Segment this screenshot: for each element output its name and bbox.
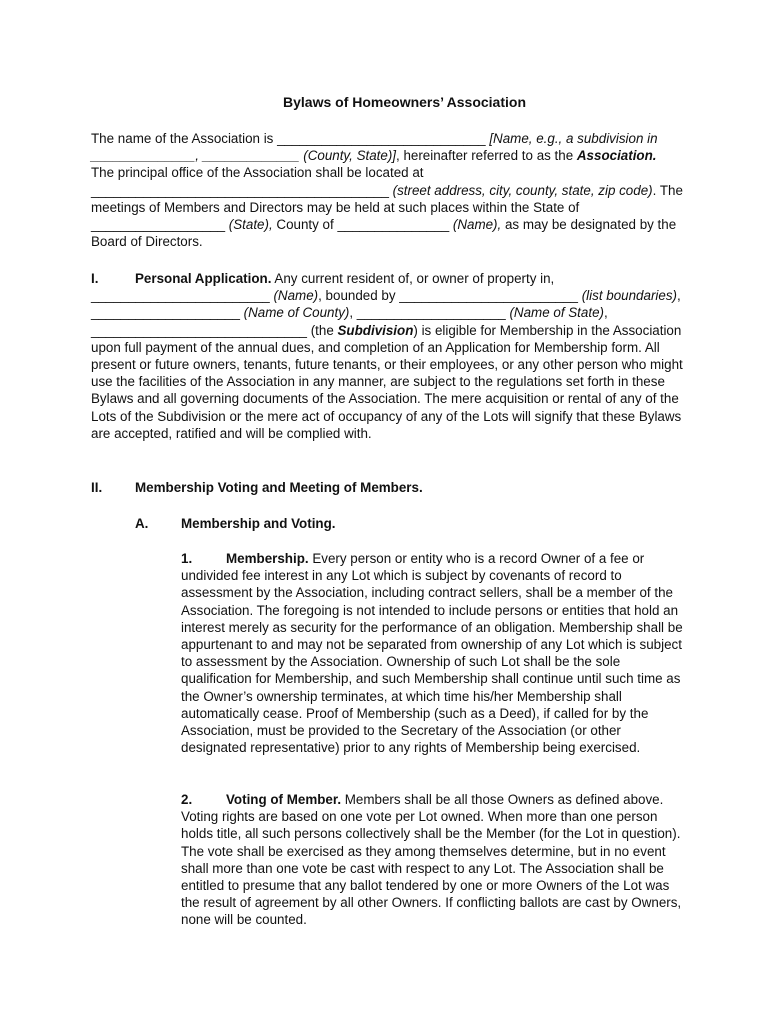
section-1-text-6: ) is eligible for Membership in the Association upon full payment of the annual dues, and completion of an Application for Membership form. All present or future owners, tenants, future tenants, or their employees, or any other person who might use the facilities of the Association in any manner, are subject to the regulations set forth in these Bylaws and all governing documents of the Association. The mere acquisition or rental of any of the Lots of the Subdivision or the mere act of occupancy of any of the Lots will signify that these Bylaws are accepted, ratified and will be complied with. (91, 322, 683, 441)
intro-state-placeholder: (State), (228, 217, 273, 233)
subsection-a-heading: Membership and Voting. (181, 516, 336, 531)
intro-text-5: County of _______________ (272, 217, 453, 233)
item-2-text: Members shall be all those Owners as defined above. Voting rights are based on one vote per Lot owned. When more than one person holds title, all such persons collectively shall be the Member (for the Lot in question). The vote shall be exercised as they among themselves determine, but in no event shall more than one vote be cast with respect to any Lot. The Association shall be entitled to presume that any ballot tendered by one or more Owners of the Lot was the result of agreement by all other Owners. If conflicting ballots are cast by Owners, none will be counted. (181, 792, 682, 928)
section-1-text-4: , ____________________ (349, 305, 510, 321)
intro-county-name-placeholder: (Name), (452, 217, 502, 233)
section-1-number: I. (91, 271, 99, 286)
section-1-state-placeholder: (Name of State) (509, 305, 604, 321)
item-1-number: 1. (181, 551, 193, 566)
section-2-number: II. (91, 480, 103, 495)
section-1-text-5: , _____________________________ (the (91, 305, 608, 338)
item-2-paragraph (181, 791, 683, 929)
section-1-text-2: , bounded by ________________________ (318, 288, 582, 304)
section-1-boundaries-placeholder: (list boundaries) (581, 288, 677, 304)
item-1-text: Every person or entity who is a record Owner of a fee or undivided fee interest in any Lot which is subject by covenants of record to assessment by the Association, including contract sellers, shall be a member of the Association. The foregoing is not intended to include persons or entities that hold an interest merely as security for the performance of an obligation. Membership shall be appurtenant to and may not be separated from ownership of any Lot which is subject to assessment by the Association. Ownership of such Lot shall be the sole qualification for Membership, and such Membership shall continue until such time as the Owner’s ownership terminates, at which time his/her Membership shall automatically cease. Proof of Membership (such as a Deed), if called for by the Association, must be provided to the Secretary of the Association (or other designated representative) prior to any rights of Membership being exercised. (181, 551, 683, 756)
section-1-county-placeholder: (Name of County) (243, 305, 350, 321)
subdivision-term: Subdivision (337, 322, 414, 338)
intro-address-placeholder: (street address, city, county, state, zip code) (392, 182, 653, 198)
section-1-paragraph (91, 270, 683, 442)
intro-paragraph (91, 130, 683, 250)
section-1-text-1: Any current resident of, or owner of property in, ________________________ (91, 271, 555, 304)
item-1-paragraph (181, 550, 683, 756)
section-1-name-placeholder: (Name) (273, 288, 319, 304)
intro-text-1: The name of the Association is ____________________________ (91, 131, 490, 146)
intro-text-3: The principal office of the Association shall be located at ________________________________________ (91, 165, 424, 198)
intro-text-4: . The meetings of Members and Directors may be held at such places within the State of __________________ (91, 182, 683, 233)
item-2-heading: Voting of Member. (226, 792, 342, 807)
item-1-heading: Membership. (226, 551, 309, 566)
association-term: Association. (576, 148, 657, 164)
item-2-number: 2. (181, 792, 193, 807)
section-1-heading: Personal Application. (135, 271, 272, 286)
intro-text-2: , hereinafter referred to as the (396, 148, 577, 164)
subsection-a-letter: A. (135, 516, 149, 531)
section-1-text-3: , ____________________ (91, 288, 681, 321)
document-title: Bylaws of Homeowners’ Association (283, 94, 526, 110)
section-2-heading: Membership Voting and Meeting of Members. (135, 480, 423, 495)
intro-text-6: as may be designated by the Board of Directors. (91, 217, 677, 250)
intro-name-placeholder: [Name, e.g., a subdivision in ______________, _____________ (County, State)] (91, 131, 658, 164)
